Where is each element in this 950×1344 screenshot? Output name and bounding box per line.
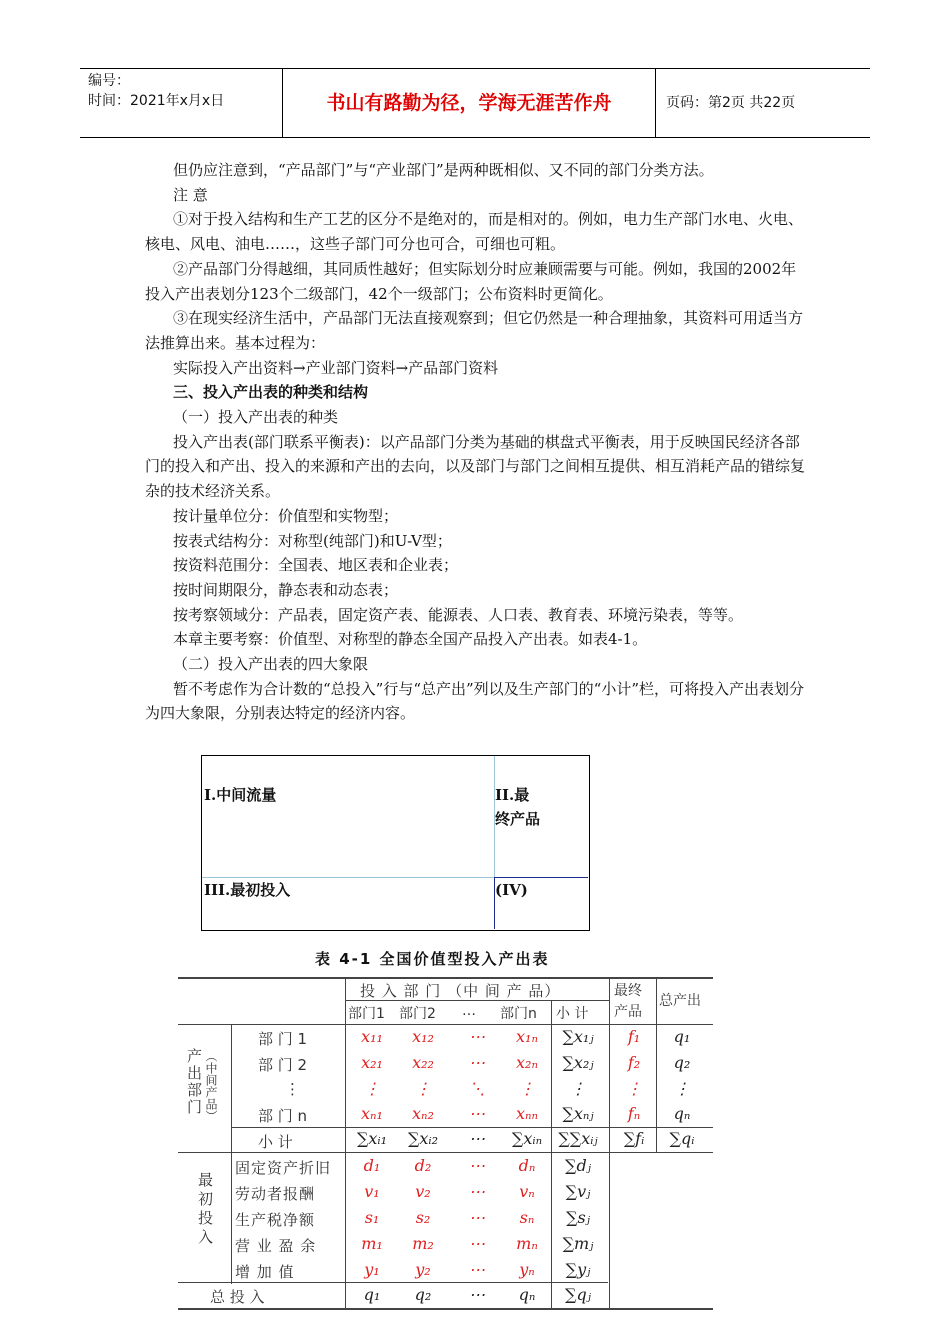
table-cell: ∑xₙⱼ — [562, 1104, 594, 1123]
table-col-head: 小 计 — [556, 1006, 589, 1022]
table-cell: ∑xᵢ₂ — [407, 1129, 439, 1148]
table-cell: ⋯ — [469, 1027, 485, 1046]
output-group-label: 产出部门 — [185, 1048, 203, 1116]
table-cell: qₙ — [518, 1285, 536, 1304]
table-col-head: 部门2 — [399, 1006, 436, 1022]
table-subtotal-rule — [231, 1127, 713, 1128]
table-cell: s₁ — [364, 1208, 380, 1227]
table-cell: vₙ — [519, 1182, 535, 1201]
table-cell: v₂ — [415, 1182, 431, 1201]
table-cell: ∑x₁ⱼ — [562, 1027, 594, 1046]
table-cell: q₂ — [673, 1053, 691, 1072]
header-number: 编号： — [88, 73, 130, 89]
table-cell: fₙ — [627, 1104, 641, 1123]
table-cell: ⋮ — [626, 1079, 642, 1098]
table-head-group: 投 入 部 门 （中 间 产 品） — [360, 982, 561, 1000]
paragraph: 暂不考虑作为合计数的“总投入”行与“总产出”列以及生产部门的“小计”栏，可将投入产出表划分为四大象限，分别表达特定的经济内容。 — [145, 679, 805, 723]
table-total-rule — [178, 1282, 608, 1283]
table-section-rule — [178, 1152, 713, 1153]
table-cell: xₙ₂ — [412, 1104, 434, 1123]
table-cell: ⋱ — [469, 1079, 485, 1098]
table-cell: d₁ — [363, 1156, 381, 1175]
table-cell: ⋯ — [469, 1182, 485, 1201]
table-cell: y₂ — [415, 1260, 431, 1279]
paragraph: 注 意 — [173, 185, 208, 204]
table-vline — [609, 977, 610, 1308]
table-cell: ⋯ — [469, 1156, 485, 1175]
table-cell: m₁ — [361, 1234, 383, 1253]
input-row-label: 营 业 盈 余 — [235, 1237, 317, 1255]
table-cell: x₂₂ — [412, 1053, 434, 1072]
paragraph: ②产品部门分得越细，其同质性越好；但实际划分时应兼顾需要与可能。例如，我国的2002年投入产出表划分123个二级部门，42个一级部门；公布资料时更简化。 — [145, 259, 797, 303]
row-label: 部 门 1 — [258, 1030, 308, 1048]
table-cell: f₁ — [627, 1027, 641, 1046]
row-label: ⋮ — [285, 1080, 300, 1098]
header-page-info: 页码：第2页 共22页 — [666, 95, 796, 111]
input-row-label: 生产税净额 — [235, 1211, 316, 1229]
table-cell: ∑mⱼ — [562, 1234, 594, 1253]
output-group-sub: （中间产品） — [204, 1050, 218, 1122]
quadrant-iv-label: (IV) — [495, 881, 528, 899]
paragraph: 按考察领域分：产品表，固定资产表、能源表、人口表、教育表、环境污染表，等等。 — [173, 605, 744, 624]
table-cell: sₙ — [519, 1208, 535, 1227]
final-product-head: 最终 — [614, 983, 642, 999]
table-cell: ∑xᵢₙ — [511, 1129, 543, 1148]
table-cell: ⋯ — [469, 1053, 485, 1072]
paragraph: 按表式结构分：对称型(纯部门)和U-V型； — [173, 531, 452, 550]
header-date: 时间：2021年x月x日 — [88, 93, 225, 109]
quadrant-iii-label: III.最初投入 — [204, 881, 291, 899]
input-row-label: 劳动者报酬 — [235, 1185, 316, 1203]
table-cell: d₂ — [414, 1156, 432, 1175]
table-cell: q₁ — [363, 1285, 381, 1304]
paragraph: 实际投入产出资料→产业部门资料→产品部门资料 — [173, 358, 499, 377]
quadrant-ii-label-1: II.最 — [495, 786, 530, 804]
table-col-head: 部门1 — [348, 1006, 385, 1022]
table-vline — [345, 977, 346, 1308]
table-cell: x₁₂ — [412, 1027, 434, 1046]
paragraph: 按资料范围分：全国表、地区表和企业表； — [173, 556, 459, 575]
table-cell: f₂ — [627, 1053, 641, 1072]
quadrant-ii-label-2: 终产品 — [495, 810, 541, 828]
page-header — [80, 68, 870, 138]
input-group-label: 最初投入 — [196, 1172, 214, 1248]
paragraph: （一）投入产出表的种类 — [173, 408, 339, 427]
table-cell: xₙ₁ — [361, 1104, 383, 1123]
row-label: 小 计 — [258, 1133, 293, 1151]
header-motto: 书山有路勤为径，学海无涯苦作舟 — [283, 69, 656, 137]
paragraph: 三、投入产出表的种类和结构 — [173, 383, 369, 402]
table-cell: x₂ₙ — [516, 1053, 538, 1072]
table-vline — [551, 1000, 552, 1308]
table-cell: ∑sⱼ — [566, 1208, 590, 1227]
final-product-head: 产品 — [614, 1004, 642, 1020]
table-cell: ⋮ — [364, 1079, 380, 1098]
row-label: 部 门 n — [258, 1107, 308, 1125]
table-cell: q₁ — [673, 1027, 691, 1046]
table-cell: ⋮ — [570, 1079, 586, 1098]
document-body — [145, 158, 810, 726]
quadrant-diagram — [201, 755, 590, 931]
table-col-head: 部门n — [500, 1006, 537, 1022]
table-col-head: … — [462, 1003, 476, 1019]
table-cell: x₁ₙ — [516, 1027, 538, 1046]
table-top-rule — [178, 977, 713, 979]
table-bottom-rule — [178, 1308, 713, 1310]
table-cell: s₂ — [415, 1208, 431, 1227]
table-cell: mₙ — [516, 1234, 538, 1253]
table-cell: qₙ — [673, 1104, 691, 1123]
paragraph: ①对于投入结构和生产工艺的区分不是绝对的，而是相对的。例如，电力生产部门水电、火电、核电、风电、油电……，这些子部门可分也可合，可细也可粗。 — [145, 210, 804, 254]
table-cell: ⋮ — [519, 1079, 535, 1098]
paragraph: 按计量单位分：价值型和实物型； — [173, 506, 399, 525]
table-cell: x₁₁ — [361, 1027, 383, 1046]
table-cell: ⋯ — [469, 1285, 485, 1304]
row-label: 部 门 2 — [258, 1056, 308, 1074]
table-cell: ∑qᵢ — [669, 1129, 695, 1148]
table-cell: ∑qⱼ — [565, 1285, 591, 1304]
table-vline — [231, 1024, 232, 1284]
table-cell: ⋮ — [674, 1079, 690, 1098]
paragraph: 按时间期限分，静态表和动态表； — [173, 580, 399, 599]
table-head-bottom — [178, 1024, 713, 1025]
table-cell: x₂₁ — [361, 1053, 383, 1072]
header-meta — [80, 69, 283, 137]
table-cell: q₂ — [414, 1285, 432, 1304]
table-cell: ⋯ — [469, 1260, 485, 1279]
paragraph: 投入产出表(部门联系平衡表)：以产品部门分类为基础的棋盘式平衡表，用于反映国民经济各部门的投入和产出、投入的来源和产出的去向，以及部门与部门之间相互提供、相互消耗产品的错综复杂的技术经济关系。 — [145, 432, 806, 501]
input-row-label: 增 加 值 — [235, 1263, 295, 1281]
table-cell: ∑dⱼ — [565, 1156, 591, 1175]
table-vline — [656, 977, 657, 1152]
table-cell: ∑yⱼ — [565, 1260, 591, 1279]
total-output-head: 总产出 — [659, 993, 701, 1009]
total-input-label: 总 投 入 — [210, 1288, 265, 1306]
table-cell: ∑vⱼ — [565, 1182, 591, 1201]
table-cell: ∑x₂ⱼ — [562, 1053, 594, 1072]
table-cell: ∑fᵢ — [623, 1129, 645, 1148]
table-cell: yₙ — [519, 1260, 535, 1279]
quadrant-i-label: I.中间流量 — [204, 786, 277, 804]
table-cell: m₂ — [412, 1234, 434, 1253]
table-cell: ∑∑xᵢⱼ — [558, 1129, 598, 1148]
table-cell: v₁ — [364, 1182, 380, 1201]
table-cell: ⋮ — [415, 1079, 431, 1098]
paragraph: ③在现实经济生活中，产品部门无法直接观察到；但它仍然是一种合理抽象，其资料可用适当方法推算出来。基本过程为： — [145, 309, 804, 352]
table-cell: ⋯ — [469, 1234, 485, 1253]
table-cell: ∑xᵢ₁ — [356, 1129, 388, 1148]
table-cell: ⋯ — [469, 1208, 485, 1227]
table-cell: ⋯ — [469, 1129, 485, 1148]
table-cell: y₁ — [364, 1260, 380, 1279]
table-title: 表 4-1 全国价值型投入产出表 — [315, 950, 550, 968]
paragraph: （二）投入产出表的四大象限 — [173, 655, 369, 674]
table-cell: ⋯ — [469, 1104, 485, 1123]
paragraph: 但仍应注意到，“产品部门”与“产业部门”是两种既相似、又不同的部门分类方法。 — [173, 161, 714, 179]
paragraph: 本章主要考察：价值型、对称型的静态全国产品投入产出表。如表4-1。 — [173, 630, 648, 649]
table-cell: dₙ — [518, 1156, 536, 1175]
table-cell: xₙₙ — [516, 1104, 538, 1123]
input-row-label: 固定资产折旧 — [235, 1159, 332, 1177]
